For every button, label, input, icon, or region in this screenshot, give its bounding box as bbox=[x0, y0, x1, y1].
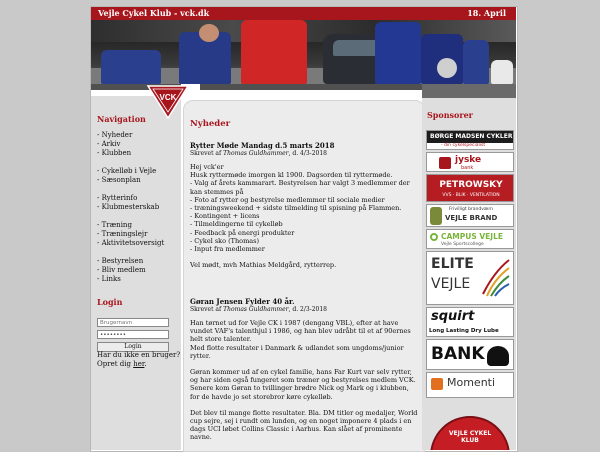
title-bar bbox=[91, 7, 516, 20]
logo-text: VCK bbox=[159, 93, 177, 102]
sponsor-subtitle: bank bbox=[461, 165, 474, 171]
sponsor-borge-madsen[interactable] bbox=[426, 130, 514, 150]
rider-head bbox=[199, 24, 219, 42]
article-date: , d. 2/3-2018 bbox=[288, 306, 327, 313]
header-photo bbox=[91, 20, 516, 84]
sponsor-mark bbox=[430, 233, 438, 241]
signup-text: Har du ikke en bruger? Opret dig bbox=[97, 351, 181, 368]
sponsor-bank[interactable] bbox=[426, 339, 514, 370]
bike-wheel bbox=[437, 58, 457, 78]
login-form bbox=[97, 318, 169, 352]
news-heading: Nyheder bbox=[190, 119, 231, 129]
rider-figure bbox=[101, 50, 161, 84]
article-paragraph: Vel mødt, mvh Mathias Meldgård, rytterrep. bbox=[190, 261, 337, 270]
nav-spacer bbox=[97, 212, 164, 221]
sponsor-name: VEJLE CYKEL KLUB bbox=[448, 430, 492, 444]
sponsor-elite-vejle[interactable] bbox=[426, 251, 514, 305]
nav-item-arkiv[interactable]: - Arkiv bbox=[97, 140, 121, 148]
nav-item-traening[interactable]: - Træning bbox=[97, 221, 132, 229]
sponsor-name: BANK bbox=[431, 344, 485, 364]
site-title[interactable]: Vejle Cykel Klub - vck.dk bbox=[98, 8, 210, 18]
rider-figure bbox=[241, 20, 307, 84]
sponsor-subtitle: - din cykelspecialist bbox=[441, 143, 486, 148]
spectator-figure bbox=[491, 60, 513, 84]
meta-prefix: Skrevet af bbox=[190, 306, 222, 313]
sponsor-name: CAMPUS VEJLE bbox=[441, 232, 503, 241]
article-title[interactable]: Gøran Jensen Fylder 40 år. bbox=[190, 297, 295, 306]
nav-heading: Navigation bbox=[97, 114, 146, 124]
nav-item-bliv-medlem[interactable]: - Bliv medlem bbox=[97, 266, 146, 274]
nav-item-saesonplan[interactable]: - Sæsonplan bbox=[97, 176, 141, 184]
article-paragraph: Det blev til mange flotte resultater. Bla. DM titler og medaljer, World cup sejre, sej i rundt om lunden, og en noget imponere 4 plads i en dags UCI løbet Collins Classic i Aarhus. Kan slået af prominente navne. bbox=[190, 408, 418, 442]
sponsor-petrowsky[interactable] bbox=[426, 174, 514, 202]
password-input[interactable] bbox=[97, 330, 169, 339]
header-strip bbox=[422, 84, 516, 98]
sponsor-heading: Sponsorer bbox=[427, 110, 473, 120]
sponsor-name: PETROWSKY bbox=[439, 180, 503, 190]
elite-swoosh-icon bbox=[481, 258, 511, 298]
sponsor-squirt[interactable] bbox=[426, 307, 514, 337]
article-paragraph: Hej vck'er Husk ryttermøde imorgen kl 1900. Dagsorden til ryttermøde. - Valg af årets kammarart. Bestyrelsen har valgt 3 medlemmer der kan stemmes på - Foto af rytter og bestyrelse medlemmer til sociale medier - træningsweekend + sidste tilmelding til spisning på Flammen. - Kontingent + licens - Tilmeldingerne til cykelløb - Feedback på energi produkter - Cykel sko (Thomas) - Input fra medlemmer bbox=[190, 163, 410, 254]
sponsor-vejle-brand[interactable] bbox=[426, 204, 514, 227]
sponsor-jyske[interactable] bbox=[426, 152, 514, 172]
nav-item-traeningslejr[interactable]: - Træningslejr bbox=[97, 230, 148, 238]
article-author: Thomas Guldhammer bbox=[223, 150, 289, 157]
sponsor-subtitle: Long Lasting Dry Lube bbox=[429, 328, 499, 334]
nav-item-klubmesterskab[interactable]: - Klubmesterskab bbox=[97, 203, 160, 211]
sponsor-name: jyske bbox=[455, 155, 482, 165]
nav-item-nyheder[interactable]: - Nyheder bbox=[97, 131, 133, 139]
nav-item-links[interactable]: - Links bbox=[97, 275, 121, 283]
sponsor-mark bbox=[487, 346, 509, 366]
sponsor-name: ELITE bbox=[431, 256, 474, 272]
sponsor-subtitle: Vejle Sportscollege bbox=[441, 242, 484, 247]
nav-spacer bbox=[97, 185, 164, 194]
sponsor-mark bbox=[431, 378, 443, 390]
sponsor-subtitle: Frivilligt brandværn bbox=[449, 207, 493, 212]
login-heading: Login bbox=[97, 297, 123, 307]
nav-item-klubben[interactable]: - Klubben bbox=[97, 149, 132, 157]
rider-figure bbox=[463, 40, 489, 84]
article bbox=[190, 141, 418, 277]
sponsor-name: squirt bbox=[431, 309, 475, 324]
login-button[interactable]: Login bbox=[97, 342, 169, 352]
meta-prefix: Skrevet af bbox=[190, 150, 222, 157]
nav-list bbox=[97, 131, 164, 284]
signup-link[interactable]: her bbox=[133, 360, 145, 368]
nav-item-rytterinfo[interactable]: - Rytterinfo bbox=[97, 194, 138, 202]
signup-end: . bbox=[144, 360, 147, 368]
article-date: , d. 4/3-2018 bbox=[288, 150, 327, 157]
nav-item-bestyrelsen[interactable]: - Bestyrelsen bbox=[97, 257, 144, 265]
sponsor-subtitle: VEJLE bbox=[431, 276, 471, 292]
sponsor-momenti[interactable] bbox=[426, 372, 514, 398]
nav-spacer bbox=[97, 248, 164, 257]
nav-item-cykellob[interactable]: - Cykelløb i Vejle bbox=[97, 167, 157, 175]
left-sidebar bbox=[91, 96, 181, 450]
news-panel bbox=[183, 100, 425, 452]
article-body bbox=[190, 163, 418, 269]
article-title[interactable]: Rytter Møde Mandag d.5 marts 2018 bbox=[190, 141, 335, 150]
username-input[interactable] bbox=[97, 318, 169, 327]
article-meta bbox=[190, 306, 418, 314]
sponsor-name: VEJLE BRAND bbox=[445, 214, 498, 222]
article-paragraph: Gøran kommer ud af en cykel familie, hans Far Kurt var selv rytter, og har siden også fungeret som træner og bestyrelses medlem VCK. Senere kom Gøran to tvillinger brødre Nick og Mark og i klubben, for de havde jo set storebror køre cykelløb. bbox=[190, 368, 416, 401]
sponsor-mark bbox=[430, 207, 442, 225]
sponsor-vck-wheel[interactable] bbox=[426, 414, 514, 450]
rider-figure bbox=[375, 22, 421, 84]
article bbox=[190, 297, 418, 450]
nav-item-aktivitetsoversigt[interactable]: - Aktivitetsoversigt bbox=[97, 239, 165, 247]
article-author: Thomas Guldhammer bbox=[223, 306, 289, 313]
signup-hint bbox=[97, 351, 181, 369]
sponsor-name: BØRGE MADSEN CYKLER bbox=[430, 133, 513, 140]
article-paragraph: Han tørnet ud for Vejle CK i 1987 (dengang VBL), efter at have vundet VAF's talenthjul i 1986, og han blev udråbt til et af 90ernes helt store talenter. Med flotte resultater i Danmark & udlandet som ungdoms/junior rytter. bbox=[190, 319, 411, 360]
sponsor-campus-vejle[interactable] bbox=[426, 229, 514, 249]
current-date: 18. April bbox=[467, 8, 506, 18]
sponsor-name: Momenti bbox=[447, 376, 496, 389]
sponsor-subtitle: VVS · BLIK · VENTILATION bbox=[442, 193, 500, 198]
sponsor-mark bbox=[439, 157, 451, 169]
nav-spacer bbox=[97, 158, 164, 167]
article-meta bbox=[190, 150, 418, 158]
article-body bbox=[190, 319, 418, 442]
